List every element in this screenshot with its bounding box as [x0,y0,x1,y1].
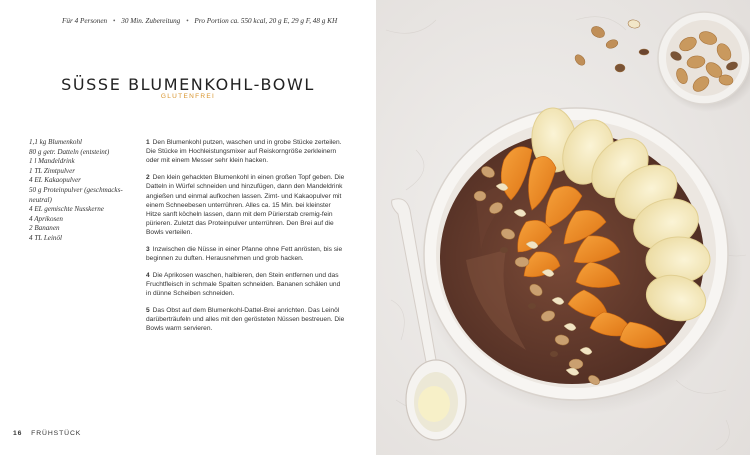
ingredient-item: 80 g getr. Datteln (entsteint) [29,147,110,156]
step-text: Die Aprikosen waschen, halbieren, den Stein entfernen und das Fruchtfleisch in schmale Spalten schneiden. Bananen schälen und in dünne Scheiben schneiden. [146,271,341,298]
nutrition-info: Pro Portion ca. 550 kcal, 20 g E, 29 g F, 48 g KH [194,17,338,25]
instruction-step [146,271,346,299]
instruction-step [146,245,346,263]
ingredient-item: 4 Aprikosen [29,214,63,223]
time-info: 30 Min. Zubereitung [121,17,181,25]
instruction-step [146,306,346,334]
servings-info: Für 4 Personen [62,17,108,25]
recipe-title: SÜSSE BLUMENKOHL-BOWL [61,74,315,94]
ingredient-item: 1 l Mandeldrink [29,157,75,166]
step-number: 5 [146,307,150,315]
meta-separator: • [186,17,189,25]
ingredient-item: 4 EL gemischte Nusskerne [29,205,104,214]
page-footer [13,430,81,437]
ingredient-item: 4 EL Kakaopulver [29,176,81,185]
ingredient-item: 1,1 kg Blumenkohl [29,138,82,146]
ingredient-item: 50 g Proteinpulver (geschmacks- [29,185,123,194]
instruction-step [146,138,346,166]
step-number: 2 [146,174,150,182]
step-number: 3 [146,246,150,254]
page-number: 16 [13,430,23,437]
instruction-step [146,173,346,237]
instruction-steps [146,138,346,341]
step-text: Inzwischen die Nüsse in einer Pfanne ohne Fett anrösten, bis sie beginnen zu duften. Herausnehmen und grob hacken. [146,246,343,263]
step-text: Den klein gehackten Blumenkohl in einen großen Topf geben. Die Datteln in Würfel schneiden und hinzufügen, dann den Mandeldrink angießen und einmal aufkochen lassen. Zimt- und Kakaopulver mit einem Schneebesen unterrühren. Alles ca. 15 Min. bei kleinster Hitze sanft köcheln lassen, dann mit dem Pürierstab cremig-fein pürieren. Zuletzt das Proteinpulver unterrühren. Den Brei auf die Bowls verteilen. [146,174,345,237]
ingredient-item: 4 TL Leinöl [29,233,62,242]
step-number: 4 [146,271,150,279]
ingredient-item: 1 TL Zimtpulver [29,166,75,175]
section-name: FRÜHSTÜCK [31,430,82,437]
ingredient-item: neutral) [29,195,52,204]
recipe-meta [62,17,337,25]
recipe-photo [376,0,750,455]
step-number: 1 [146,139,150,146]
bowl-photo-illustration [376,0,750,455]
meta-separator: • [112,17,116,25]
diet-tag: GLUTENFREI [160,93,216,100]
step-text: Das Obst auf dem Blumenkohl-Dattel-Brei anrichten. Das Leinöl darüberträufeln und alles mit den gerösteten Nüssen bestreuen. Die Bowls warm servieren. [146,307,345,333]
step-text: Den Blumenkohl putzen, waschen und in grobe Stücke zerteilen. Die Stücke im Hochleistungsmixer auf Reiskorngröße zerkleinern oder mit einem Messer sehr klein hacken. [146,139,342,165]
ingredient-item: 2 Bananen [29,224,60,233]
ingredient-list [29,138,129,244]
